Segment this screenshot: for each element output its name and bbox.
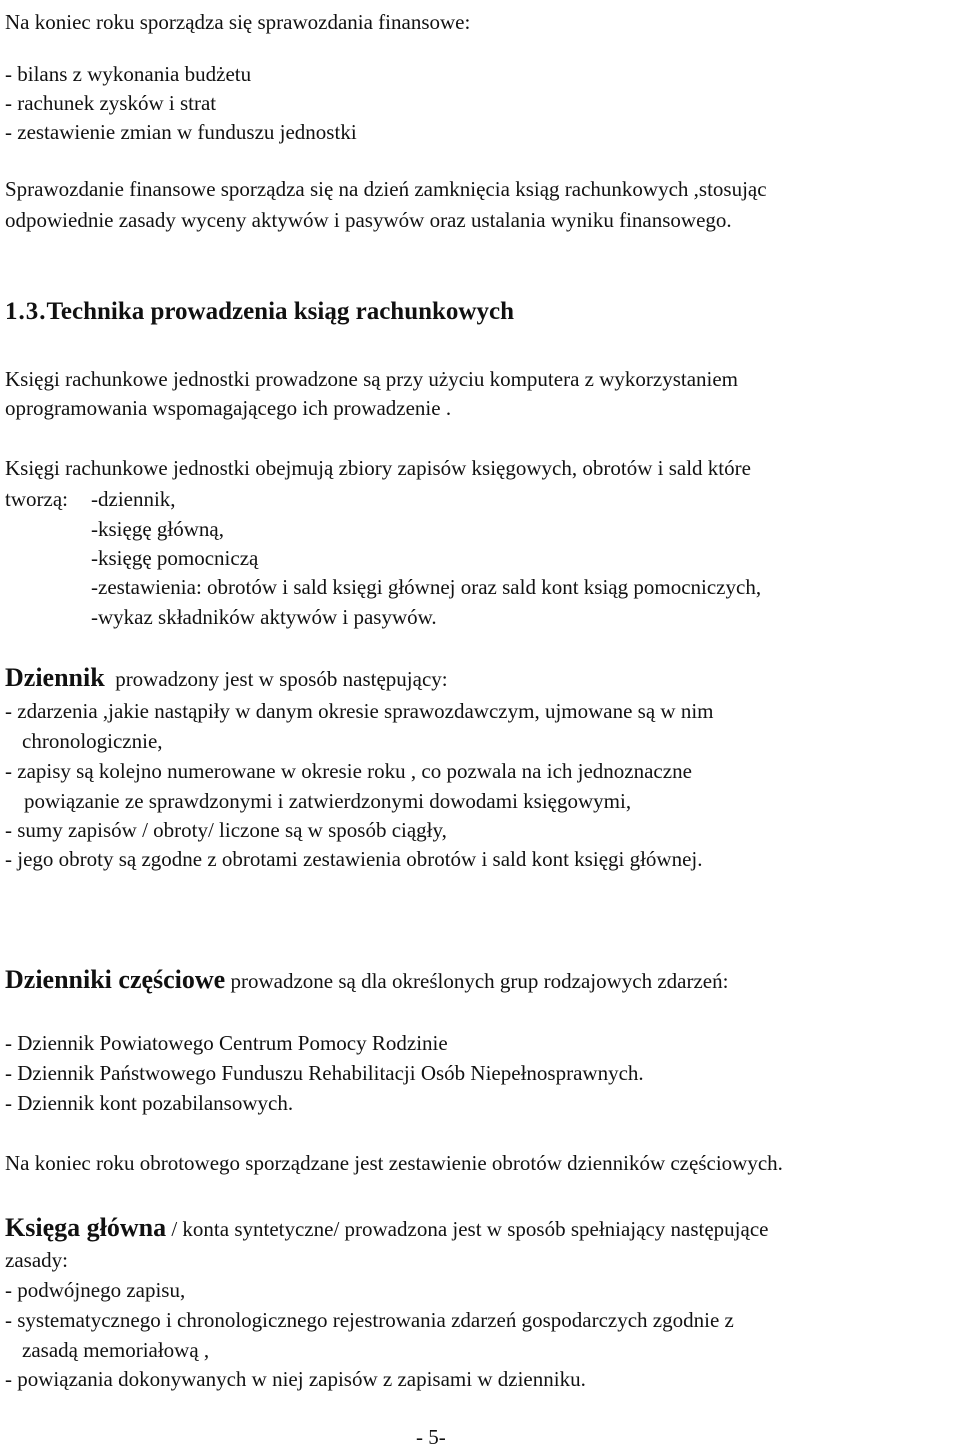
ledger-line-5: - powiązania dokonywanych w niej zapisów z zapisami w dzienniku. <box>5 1367 586 1391</box>
statement-para-line-1: Sprawozdanie finansowe sporządza się na dzień zamknięcia ksiąg rachunkowych ,stosując <box>5 177 767 201</box>
dziennik-line-5: - sumy zapisów / obroty/ liczone są w sposób ciągły, <box>5 818 447 842</box>
intro-title: Na koniec roku sporządza się sprawozdania finansowe: <box>5 10 471 34</box>
dziennik-line-4: powiązanie ze sprawdzonymi i zatwierdzonymi dowodami księgowymi, <box>24 789 632 813</box>
dziennik-line-2: chronologicznie, <box>22 729 163 753</box>
books-para-lead: tworzą: <box>5 487 68 511</box>
dziennik-term: Dziennik <box>5 663 105 692</box>
dziennik-line-6: - jego obroty są zgodne z obrotami zestawienia obrotów i sald kont księgi głównej. <box>5 847 703 871</box>
statement-item-1: - bilans z wykonania budżetu <box>5 62 252 86</box>
statement-para-line-2: odpowiednie zasady wyceny aktywów i pasywów oraz ustalania wyniku finansowego. <box>5 208 732 232</box>
dziennik-line-3: - zapisy są kolejno numerowane w okresie roku , co pozwala na ich jednoznaczne <box>5 759 692 783</box>
partial-item-2: - Dziennik Państwowego Funduszu Rehabilitacji Osób Niepełnosprawnych. <box>5 1061 644 1085</box>
books-para-line-1: Księgi rachunkowe jednostki obejmują zbiory zapisów księgowych, obrotów i sald które <box>5 456 751 480</box>
section-heading <box>5 297 514 327</box>
dziennik-rest: prowadzony jest w sposób następujący: <box>115 667 448 691</box>
books-item-2: -księgę główną, <box>91 517 224 541</box>
ledger-line-1: zasady: <box>5 1248 68 1272</box>
ledger-term: Księga główna <box>5 1213 167 1242</box>
ledger-heading <box>5 1215 768 1242</box>
ledger-line-3: - systematycznego i chronologicznego rejestrowania zdarzeń gospodarczych zgodnie z <box>5 1308 734 1332</box>
partial-summary: Na koniec roku obrotowego sporządzane jest zestawienie obrotów dzienników częściowych. <box>5 1151 783 1175</box>
partial-heading <box>5 967 728 994</box>
section-title: Technika prowadzenia ksiąg rachunkowych <box>46 298 514 325</box>
partial-term: Dzienniki częściowe <box>5 965 226 994</box>
books-item-5: -wykaz składników aktywów i pasywów. <box>91 605 437 629</box>
partial-item-1: - Dziennik Powiatowego Centrum Pomocy Rodzinie <box>5 1031 448 1055</box>
statement-item-3: - zestawienie zmian w funduszu jednostki <box>5 120 357 144</box>
partial-item-3: - Dziennik kont pozabilansowych. <box>5 1091 294 1115</box>
books-item-3: -księgę pomocniczą <box>91 546 259 570</box>
ledger-line-4: zasadą memoriałową , <box>22 1338 210 1362</box>
ledger-line-2: - podwójnego zapisu, <box>5 1278 186 1302</box>
books-item-4: -zestawienia: obrotów i sald księgi głównej oraz sald kont ksiąg pomocniczych, <box>91 575 762 599</box>
partial-rest: prowadzone są dla określonych grup rodzajowych zdarzeń: <box>230 969 729 993</box>
section-number: 1.3. <box>5 298 47 325</box>
ledger-rest: / konta syntetyczne/ prowadzona jest w sposób spełniający następujące <box>171 1217 769 1241</box>
statement-item-2: - rachunek zysków i strat <box>5 91 217 115</box>
computer-para-line-2: oprogramowania wspomagającego ich prowadzenie . <box>5 396 452 420</box>
books-item-1: -dziennik, <box>91 487 176 511</box>
page-number: - 5- <box>416 1425 446 1449</box>
dziennik-line-1: - zdarzenia ,jakie nastąpiły w danym okresie sprawozdawczym, ujmowane są w nim <box>5 699 714 723</box>
dziennik-heading <box>5 665 448 692</box>
computer-para-line-1: Księgi rachunkowe jednostki prowadzone są przy użyciu komputera z wykorzystaniem <box>5 367 739 391</box>
